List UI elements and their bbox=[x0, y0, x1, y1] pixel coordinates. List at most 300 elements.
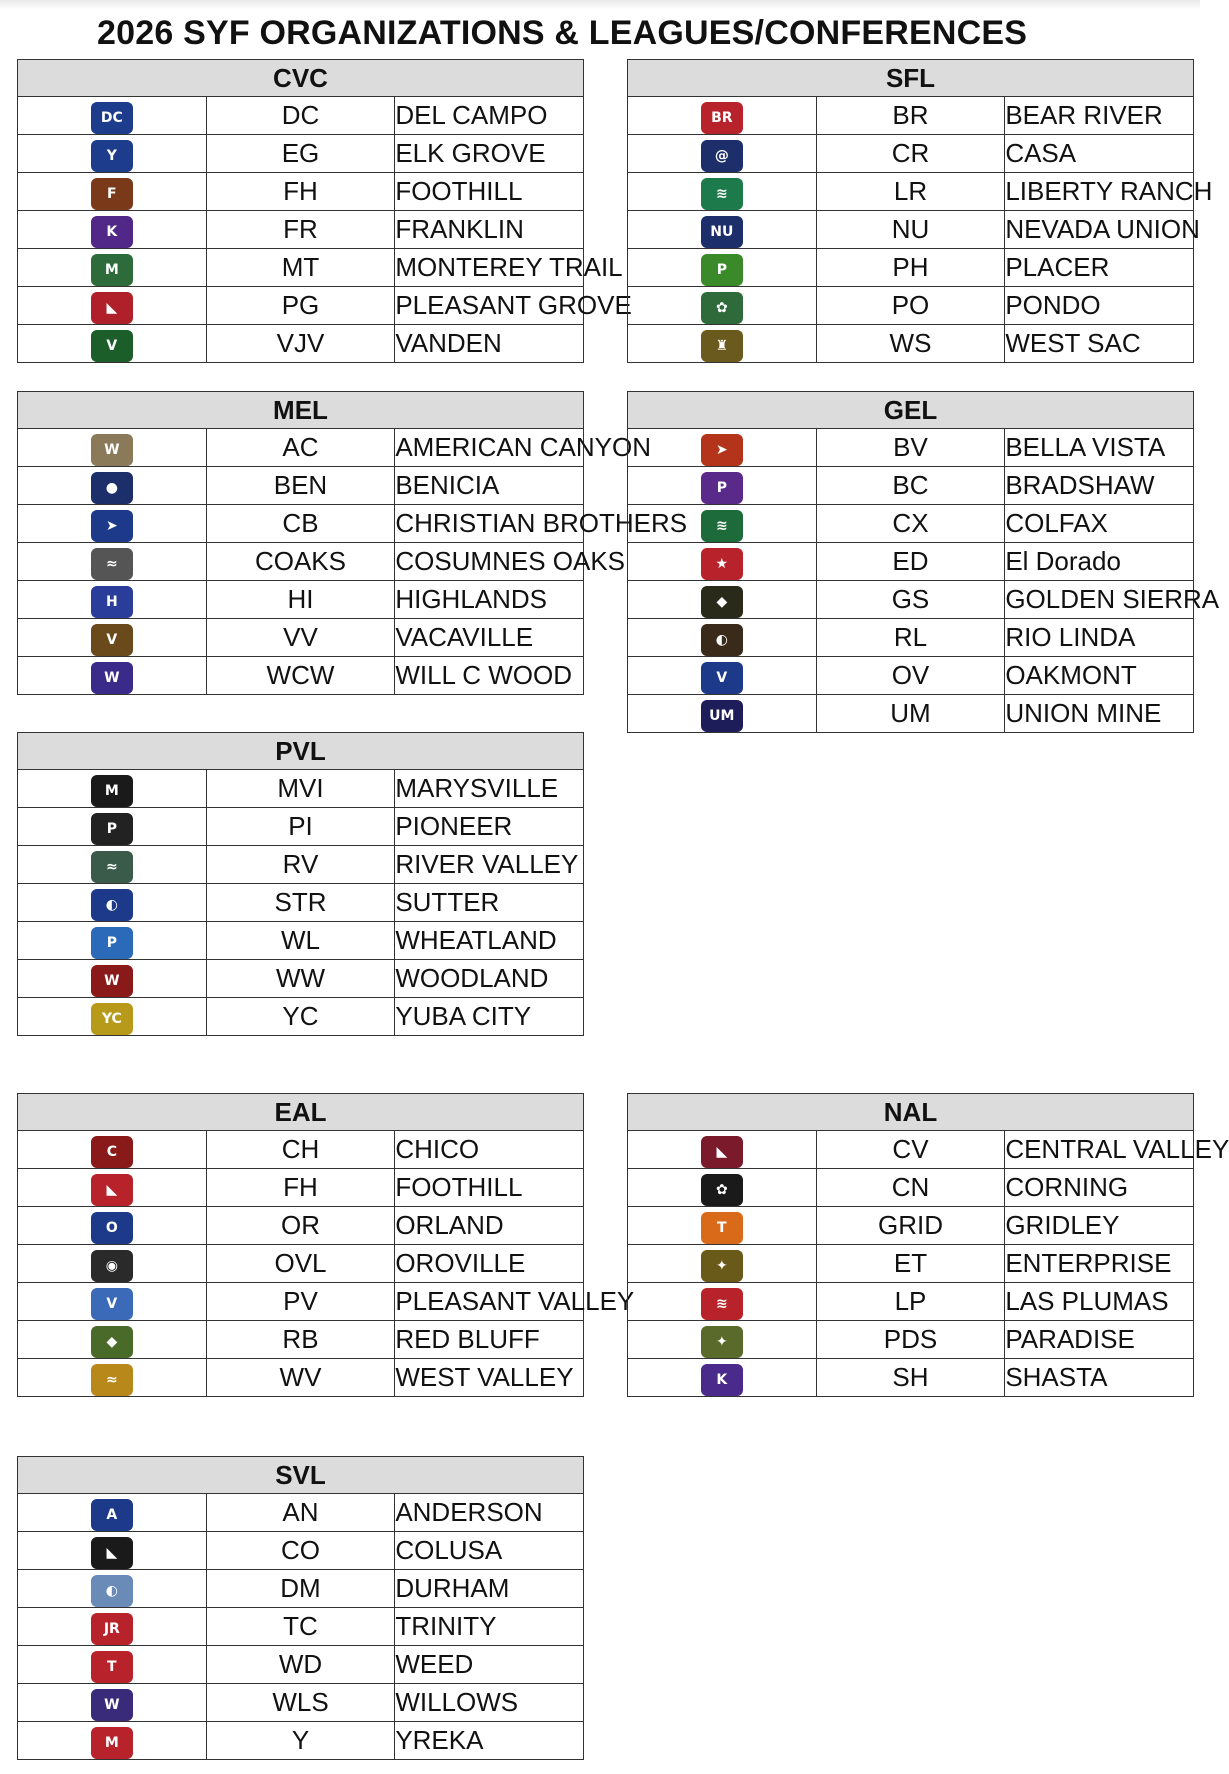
team-code: CV bbox=[816, 1131, 1005, 1169]
team-code: BR bbox=[816, 97, 1005, 135]
elk-icon: Y bbox=[91, 140, 133, 172]
eagle-flag-icon: ★ bbox=[701, 548, 743, 580]
knight-helmet-icon: ◐ bbox=[701, 624, 743, 656]
team-row bbox=[18, 173, 584, 211]
team-row bbox=[628, 1169, 1194, 1207]
team-name: RED BLUFF bbox=[395, 1321, 584, 1359]
yc-monogram-icon: YC bbox=[91, 1003, 133, 1035]
team-logo-cell bbox=[18, 922, 207, 960]
team-logo-cell bbox=[18, 1570, 207, 1608]
team-code: NU bbox=[816, 211, 1005, 249]
team-name: WILL C WOOD bbox=[395, 657, 584, 695]
dc-monogram-icon: DC bbox=[91, 102, 133, 134]
team-row bbox=[628, 695, 1194, 733]
team-logo-cell bbox=[18, 960, 207, 998]
league-header: NAL bbox=[628, 1094, 1194, 1131]
thunderbird-icon: ≋ bbox=[701, 1288, 743, 1320]
team-logo-cell bbox=[18, 505, 207, 543]
team-code: OR bbox=[206, 1207, 395, 1245]
team-code: BEN bbox=[206, 467, 395, 505]
team-code: YC bbox=[206, 998, 395, 1036]
bronco-head-icon: ➤ bbox=[701, 434, 743, 466]
k-state-wildcat-icon: K bbox=[91, 216, 133, 248]
team-logo-cell bbox=[628, 505, 817, 543]
team-row bbox=[628, 467, 1194, 505]
team-row bbox=[18, 325, 584, 363]
team-name: DEL CAMPO bbox=[395, 97, 584, 135]
team-code: CX bbox=[816, 505, 1005, 543]
team-logo-cell bbox=[18, 249, 207, 287]
team-name: LIBERTY RANCH bbox=[1005, 173, 1194, 211]
team-logo-cell bbox=[18, 1207, 207, 1245]
team-code: CR bbox=[816, 135, 1005, 173]
league-header: CVC bbox=[18, 60, 584, 97]
team-logo-cell bbox=[628, 467, 817, 505]
team-code: CN bbox=[816, 1169, 1005, 1207]
team-logo-cell bbox=[628, 429, 817, 467]
jr-monogram-icon: JR bbox=[91, 1613, 133, 1645]
team-code: AN bbox=[206, 1494, 395, 1532]
team-code: CO bbox=[206, 1532, 395, 1570]
jr-miners-icon: M bbox=[91, 1727, 133, 1759]
team-row bbox=[628, 1207, 1194, 1245]
wildcat-purple-icon: K bbox=[701, 1364, 743, 1396]
team-row bbox=[628, 135, 1194, 173]
team-logo-cell bbox=[18, 1321, 207, 1359]
league-table-nal bbox=[627, 1093, 1229, 1397]
team-row bbox=[18, 1570, 584, 1608]
team-row bbox=[18, 211, 584, 249]
league-header: EAL bbox=[18, 1094, 584, 1131]
top-band bbox=[0, 0, 1200, 10]
team-logo-cell bbox=[628, 325, 817, 363]
team-code: WLS bbox=[206, 1684, 395, 1722]
team-logo-cell bbox=[628, 135, 817, 173]
team-logo-cell bbox=[628, 543, 817, 581]
mustang-helmet-icon: M bbox=[91, 254, 133, 286]
team-logo-cell bbox=[628, 1283, 817, 1321]
team-code: Y bbox=[206, 1722, 395, 1760]
pride-lion-icon: P bbox=[701, 472, 743, 504]
team-row bbox=[18, 1494, 584, 1532]
team-name: NEVADA UNION bbox=[1005, 211, 1194, 249]
round-seal-icon: ● bbox=[91, 472, 133, 504]
team-name: El Dorado bbox=[1005, 543, 1194, 581]
team-name: PONDO bbox=[1005, 287, 1194, 325]
team-code: VV bbox=[206, 619, 395, 657]
br-monogram-icon: BR bbox=[701, 102, 743, 134]
team-code: PG bbox=[206, 287, 395, 325]
team-name: VACAVILLE bbox=[395, 619, 584, 657]
team-code: OV bbox=[816, 657, 1005, 695]
team-code: PH bbox=[816, 249, 1005, 287]
team-name: AMERICAN CANYON bbox=[395, 429, 584, 467]
team-name: ANDERSON bbox=[395, 1494, 584, 1532]
team-logo-cell bbox=[18, 1245, 207, 1283]
team-logo-cell bbox=[18, 543, 207, 581]
hawk-head-icon: ≋ bbox=[701, 178, 743, 210]
team-name: FRANKLIN bbox=[395, 211, 584, 249]
team-logo-cell bbox=[18, 998, 207, 1036]
team-logo-cell bbox=[628, 249, 817, 287]
team-code: AC bbox=[206, 429, 395, 467]
ram-head-icon: @ bbox=[701, 140, 743, 172]
trojan-seal-icon: O bbox=[91, 1212, 133, 1244]
team-name: BENICIA bbox=[395, 467, 584, 505]
team-row bbox=[628, 1321, 1194, 1359]
league-table-svl bbox=[17, 1456, 584, 1760]
team-code: WV bbox=[206, 1359, 395, 1397]
team-code: DM bbox=[206, 1570, 395, 1608]
team-row bbox=[18, 922, 584, 960]
team-row bbox=[18, 884, 584, 922]
team-code: PV bbox=[206, 1283, 395, 1321]
league-table-mel bbox=[17, 391, 688, 695]
husky-head-icon: ◐ bbox=[91, 889, 133, 921]
team-logo-cell bbox=[18, 581, 207, 619]
team-logo-cell bbox=[18, 884, 207, 922]
team-code: LP bbox=[816, 1283, 1005, 1321]
team-row bbox=[628, 249, 1194, 287]
team-name: WILLOWS bbox=[395, 1684, 584, 1722]
team-logo-cell bbox=[18, 1494, 207, 1532]
league-table-eal bbox=[17, 1093, 635, 1397]
team-row bbox=[18, 467, 584, 505]
team-name: FOOTHILL bbox=[395, 1169, 584, 1207]
team-name: PLACER bbox=[1005, 249, 1194, 287]
team-row bbox=[628, 543, 1194, 581]
team-row bbox=[628, 173, 1194, 211]
league-header: SFL bbox=[628, 60, 1194, 97]
team-row bbox=[18, 770, 584, 808]
team-row bbox=[18, 846, 584, 884]
team-name: RIO LINDA bbox=[1005, 619, 1194, 657]
falcon-head-icon: ➤ bbox=[91, 510, 133, 542]
league-table-sfl bbox=[627, 59, 1213, 363]
team-name: COSUMNES OAKS bbox=[395, 543, 584, 581]
team-code: WW bbox=[206, 960, 395, 998]
team-code: RV bbox=[206, 846, 395, 884]
team-row bbox=[628, 1131, 1194, 1169]
wolf-mascot-icon: W bbox=[91, 965, 133, 997]
team-logo-cell bbox=[18, 467, 207, 505]
spartan-helmet-icon: ◆ bbox=[91, 1326, 133, 1358]
team-row bbox=[18, 135, 584, 173]
team-name: MONTEREY TRAIL bbox=[395, 249, 584, 287]
team-name: ORLAND bbox=[395, 1207, 584, 1245]
team-logo-cell bbox=[628, 619, 817, 657]
team-name: YREKA bbox=[395, 1722, 584, 1760]
team-code: SH bbox=[816, 1359, 1005, 1397]
team-name: ELK GROVE bbox=[395, 135, 584, 173]
team-row bbox=[628, 1245, 1194, 1283]
team-logo-cell bbox=[18, 287, 207, 325]
mustang-wordmark-icon: F bbox=[91, 178, 133, 210]
team-row bbox=[628, 505, 1194, 543]
team-logo-cell bbox=[18, 619, 207, 657]
league-header: GEL bbox=[628, 392, 1194, 429]
team-name: BELLA VISTA bbox=[1005, 429, 1194, 467]
nu-monogram-icon: NU bbox=[701, 216, 743, 248]
falcon-green-icon: ≋ bbox=[701, 510, 743, 542]
patriot-head-icon: P bbox=[91, 813, 133, 845]
team-name: PLEASANT VALLEY bbox=[395, 1283, 584, 1321]
team-row bbox=[18, 249, 584, 287]
cougar-red-icon: ◣ bbox=[91, 1174, 133, 1206]
team-logo-cell bbox=[18, 1532, 207, 1570]
team-name: WHEATLAND bbox=[395, 922, 584, 960]
team-name: GRIDLEY bbox=[1005, 1207, 1194, 1245]
pirates-flag-icon: P bbox=[91, 927, 133, 959]
team-row bbox=[18, 1283, 584, 1321]
team-row bbox=[18, 1722, 584, 1760]
c-panther-icon: C bbox=[91, 1136, 133, 1168]
team-code: DC bbox=[206, 97, 395, 135]
league-header: MEL bbox=[18, 392, 584, 429]
trojans-helmet-icon: T bbox=[91, 1651, 133, 1683]
team-row bbox=[628, 581, 1194, 619]
team-row bbox=[628, 429, 1194, 467]
team-name: LAS PLUMAS bbox=[1005, 1283, 1194, 1321]
team-logo-cell bbox=[628, 173, 817, 211]
team-logo-cell bbox=[628, 1321, 817, 1359]
team-logo-cell bbox=[628, 657, 817, 695]
team-logo-cell bbox=[628, 1169, 817, 1207]
team-logo-cell bbox=[18, 1646, 207, 1684]
v-shield-icon: V bbox=[91, 330, 133, 362]
team-code: STR bbox=[206, 884, 395, 922]
team-logo-cell bbox=[628, 1359, 817, 1397]
team-name: WEED bbox=[395, 1646, 584, 1684]
team-logo-cell bbox=[18, 657, 207, 695]
p-oval-icon: P bbox=[701, 254, 743, 286]
team-row bbox=[18, 97, 584, 135]
m-square-icon: M bbox=[91, 775, 133, 807]
team-logo-cell bbox=[18, 1283, 207, 1321]
team-code: WS bbox=[816, 325, 1005, 363]
team-name: HIGHLANDS bbox=[395, 581, 584, 619]
team-row bbox=[18, 581, 584, 619]
team-name: OROVILLE bbox=[395, 1245, 584, 1283]
team-row bbox=[18, 1245, 584, 1283]
team-name: MARYSVILLE bbox=[395, 770, 584, 808]
w-square-icon: W bbox=[91, 1689, 133, 1721]
team-logo-cell bbox=[18, 808, 207, 846]
team-row bbox=[18, 1684, 584, 1722]
team-code: WD bbox=[206, 1646, 395, 1684]
team-name: CENTRAL VALLEY bbox=[1005, 1131, 1194, 1169]
team-name: WEST VALLEY bbox=[395, 1359, 584, 1397]
team-name: CASA bbox=[1005, 135, 1194, 173]
crest-shield-icon: ♜ bbox=[701, 330, 743, 362]
team-name: PLEASANT GROVE bbox=[395, 287, 584, 325]
team-logo-cell bbox=[18, 135, 207, 173]
team-code: FH bbox=[206, 173, 395, 211]
team-row bbox=[18, 1131, 584, 1169]
team-code: MT bbox=[206, 249, 395, 287]
league-table-cvc bbox=[17, 59, 632, 363]
league-table-gel bbox=[627, 391, 1220, 733]
team-logo-cell bbox=[628, 581, 817, 619]
team-code: EG bbox=[206, 135, 395, 173]
team-name: COLUSA bbox=[395, 1532, 584, 1570]
wildcats-icon: W bbox=[91, 662, 133, 694]
team-code: UM bbox=[816, 695, 1005, 733]
team-row bbox=[628, 657, 1194, 695]
team-name: CORNING bbox=[1005, 1169, 1194, 1207]
page-title: 2026 SYF ORGANIZATIONS & LEAGUES/CONFERENCES bbox=[97, 14, 1028, 52]
team-logo-cell bbox=[18, 429, 207, 467]
team-code: ED bbox=[816, 543, 1005, 581]
team-name: GOLDEN SIERRA bbox=[1005, 581, 1194, 619]
team-name: PARADISE bbox=[1005, 1321, 1194, 1359]
team-code: RB bbox=[206, 1321, 395, 1359]
team-name: OAKMONT bbox=[1005, 657, 1194, 695]
eagle-head-icon: ◣ bbox=[91, 292, 133, 324]
paw-seal-icon: ✿ bbox=[701, 292, 743, 324]
team-code: FH bbox=[206, 1169, 395, 1207]
team-code: ET bbox=[816, 1245, 1005, 1283]
team-row bbox=[628, 325, 1194, 363]
team-row bbox=[628, 97, 1194, 135]
grizzly-icon: ◆ bbox=[701, 586, 743, 618]
team-logo-cell bbox=[18, 1169, 207, 1207]
team-logo-cell bbox=[18, 1684, 207, 1722]
team-logo-cell bbox=[18, 770, 207, 808]
paw-print-icon: ✿ bbox=[701, 1174, 743, 1206]
team-logo-cell bbox=[18, 1722, 207, 1760]
team-row bbox=[18, 1359, 584, 1397]
team-row bbox=[18, 543, 584, 581]
team-name: VANDEN bbox=[395, 325, 584, 363]
team-code: VJV bbox=[206, 325, 395, 363]
team-code: PDS bbox=[816, 1321, 1005, 1359]
team-code: MVI bbox=[206, 770, 395, 808]
team-row bbox=[628, 287, 1194, 325]
team-code: LR bbox=[816, 173, 1005, 211]
team-code: GRID bbox=[816, 1207, 1005, 1245]
a-letter-icon: A bbox=[91, 1499, 133, 1531]
team-name: TRINITY bbox=[395, 1608, 584, 1646]
h-shield-icon: H bbox=[91, 586, 133, 618]
viking-blue-icon: V bbox=[91, 1288, 133, 1320]
redhawk-icon: ◣ bbox=[91, 1537, 133, 1569]
team-name: BEAR RIVER bbox=[1005, 97, 1194, 135]
team-code: BV bbox=[816, 429, 1005, 467]
team-row bbox=[18, 998, 584, 1036]
hawk-wings-icon: ≈ bbox=[91, 548, 133, 580]
team-row bbox=[18, 1646, 584, 1684]
team-logo-cell bbox=[18, 1359, 207, 1397]
team-name: WOODLAND bbox=[395, 960, 584, 998]
bulldog-icon: V bbox=[91, 624, 133, 656]
team-row bbox=[18, 287, 584, 325]
team-name: PIONEER bbox=[395, 808, 584, 846]
team-name: DURHAM bbox=[395, 1570, 584, 1608]
team-code: CH bbox=[206, 1131, 395, 1169]
team-logo-cell bbox=[18, 325, 207, 363]
team-row bbox=[18, 1608, 584, 1646]
team-name: ENTERPRISE bbox=[1005, 1245, 1194, 1283]
team-logo-cell bbox=[628, 211, 817, 249]
team-row bbox=[628, 619, 1194, 657]
team-code: COAKS bbox=[206, 543, 395, 581]
team-logo-cell bbox=[18, 173, 207, 211]
team-name: CHICO bbox=[395, 1131, 584, 1169]
team-code: BC bbox=[816, 467, 1005, 505]
team-code: PO bbox=[816, 287, 1005, 325]
team-row bbox=[18, 429, 584, 467]
team-name: BRADSHAW bbox=[1005, 467, 1194, 505]
team-row bbox=[18, 1169, 584, 1207]
team-code: WL bbox=[206, 922, 395, 960]
team-row bbox=[18, 960, 584, 998]
um-monogram-icon: UM bbox=[701, 700, 743, 732]
team-logo-cell bbox=[18, 1131, 207, 1169]
team-row bbox=[18, 505, 584, 543]
team-row bbox=[18, 657, 584, 695]
team-code: OVL bbox=[206, 1245, 395, 1283]
hornet-icon: ✦ bbox=[701, 1250, 743, 1282]
team-name: UNION MINE bbox=[1005, 695, 1194, 733]
longhorn-icon: T bbox=[701, 1212, 743, 1244]
team-row bbox=[18, 808, 584, 846]
team-name: RIVER VALLEY bbox=[395, 846, 584, 884]
team-logo-cell bbox=[628, 1131, 817, 1169]
team-row bbox=[628, 1283, 1194, 1321]
team-row bbox=[18, 619, 584, 657]
eagle-gold-icon: ≈ bbox=[91, 1364, 133, 1396]
team-logo-cell bbox=[628, 97, 817, 135]
bobcat-icon: ✦ bbox=[701, 1326, 743, 1358]
team-logo-cell bbox=[18, 846, 207, 884]
tiger-dark-icon: ◉ bbox=[91, 1250, 133, 1282]
team-logo-cell bbox=[628, 1207, 817, 1245]
team-code: RL bbox=[816, 619, 1005, 657]
wolf-head-icon: W bbox=[91, 434, 133, 466]
team-row bbox=[18, 1207, 584, 1245]
team-code: GS bbox=[816, 581, 1005, 619]
league-table-pvl bbox=[17, 732, 584, 1036]
team-code: CB bbox=[206, 505, 395, 543]
falcon-red-icon: ◣ bbox=[701, 1136, 743, 1168]
league-header: PVL bbox=[18, 733, 584, 770]
team-name: SHASTA bbox=[1005, 1359, 1194, 1397]
team-row bbox=[628, 211, 1194, 249]
team-logo-cell bbox=[628, 695, 817, 733]
team-name: YUBA CITY bbox=[395, 998, 584, 1036]
team-name: SUTTER bbox=[395, 884, 584, 922]
team-logo-cell bbox=[628, 287, 817, 325]
team-code: HI bbox=[206, 581, 395, 619]
team-logo-cell bbox=[628, 1245, 817, 1283]
team-code: FR bbox=[206, 211, 395, 249]
vikings-oval-icon: V bbox=[701, 662, 743, 694]
team-code: PI bbox=[206, 808, 395, 846]
team-row bbox=[18, 1321, 584, 1359]
team-name: FOOTHILL bbox=[395, 173, 584, 211]
team-logo-cell bbox=[18, 97, 207, 135]
team-code: WCW bbox=[206, 657, 395, 695]
team-code: TC bbox=[206, 1608, 395, 1646]
team-name: WEST SAC bbox=[1005, 325, 1194, 363]
team-name: COLFAX bbox=[1005, 505, 1194, 543]
team-row bbox=[628, 1359, 1194, 1397]
team-logo-cell bbox=[18, 211, 207, 249]
team-name: CHRISTIAN BROTHERS bbox=[395, 505, 584, 543]
falcon-gray-icon: ≈ bbox=[91, 851, 133, 883]
league-header: SVL bbox=[18, 1457, 584, 1494]
